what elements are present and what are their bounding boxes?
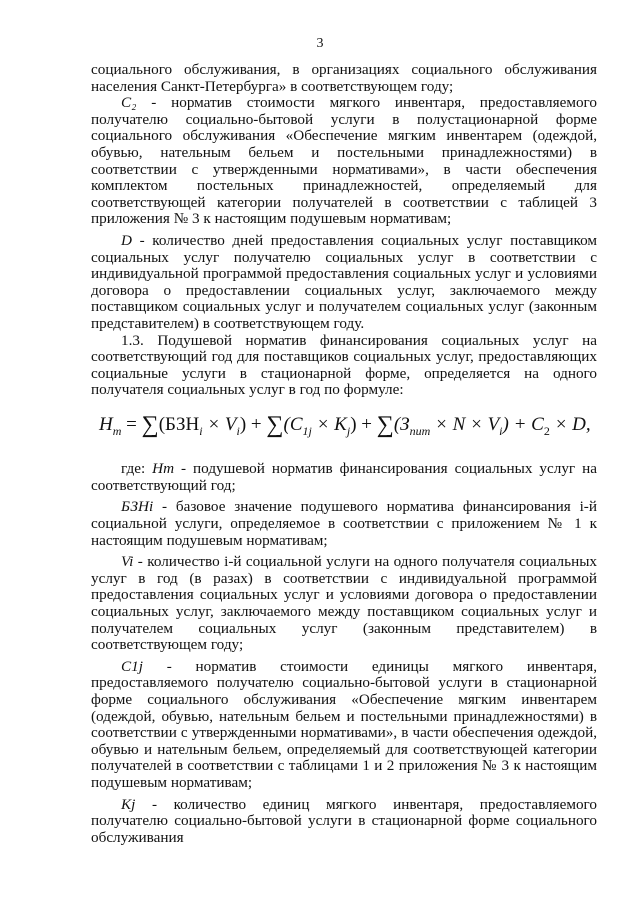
variable-symbol: C₂ bbox=[121, 94, 137, 112]
paragraph-definition-v bbox=[91, 554, 597, 654]
formula-sub: 1j bbox=[302, 423, 312, 438]
sum-symbol: ∑ bbox=[266, 411, 284, 438]
variable-symbol: Vi bbox=[121, 553, 134, 571]
page-number: 3 bbox=[316, 36, 324, 51]
paragraph-text: - базовое значение подушевого норматива финансирования i-й социальной услуги, определяемое в соответствии с приложением № 1 к настоящим подушевым нормативам; bbox=[91, 498, 597, 549]
variable-symbol: Kj bbox=[121, 795, 136, 813]
formula-sub: i bbox=[499, 423, 503, 438]
paragraph-definition-kj bbox=[91, 797, 597, 847]
formula-term: (З bbox=[393, 413, 410, 435]
paragraph-text: 1.3. Подушевой норматив финансирования социальных услуг на соответствующий год для поставщиков социальных услуг, предоставляющих социальные услуги в стационарной форме, определяется на одного получателя социальных услуг в год по формуле: bbox=[91, 331, 597, 399]
sum-symbol: ∑ bbox=[141, 411, 159, 438]
formula-term: × D, bbox=[549, 413, 591, 435]
paragraph-text: - количество i-й социальной услуги на одного получателя социальных услуг в год (в разах) в соответствии с индивидуальной программой предоставления социальных услуг и условиями договора о предоставлении социальных услуг, заключаемого между поставщиком социальных услуг и получателем социальных услуг (законным представителем) в соответствующем году; bbox=[91, 553, 597, 654]
variable-symbol: C1j bbox=[121, 657, 143, 675]
sum-symbol: ∑ bbox=[376, 411, 394, 438]
formula-term: × V bbox=[202, 413, 237, 435]
formula-op: = bbox=[121, 413, 142, 435]
formula-sub: 2 bbox=[543, 423, 550, 438]
formula-sub: m bbox=[112, 423, 122, 438]
paragraph bbox=[91, 62, 597, 95]
formula-sub: пит bbox=[409, 423, 431, 438]
formula-term: × K bbox=[311, 413, 347, 435]
paragraph-definition-c2 bbox=[91, 95, 597, 228]
paragraph-text: социального обслуживания, в организациях социального обслуживания населения Санкт-Петербурга» в соответствующем году; bbox=[91, 61, 597, 95]
variable-symbol: Hm bbox=[152, 460, 175, 478]
paragraph-definition-hm bbox=[91, 461, 597, 494]
formula-term: (C bbox=[283, 413, 303, 435]
paragraph-section-1-3 bbox=[91, 333, 597, 399]
formula-sub: j bbox=[346, 423, 351, 438]
variable-symbol: БЗНi bbox=[121, 498, 154, 516]
formula bbox=[91, 411, 597, 439]
paragraph-text: - норматив стоимости мягкого инвентаря, предоставляемого получателю социально-бытовой услуги в полустационарной форме социального обслуживания «Обеспечение мягким инвентарем (одеждой, обувью, нательным бельем и постельными принадлежностями) в соответствии с утвержденными нормативами», в части обеспечения комплектом постельных принадлежностей, определяемый для соответствующей категории получателей в соответствии с таблицей 3 приложения № 3 к настоящим подушевым нормативам; bbox=[91, 94, 597, 228]
formula-term: ) + bbox=[239, 413, 267, 435]
paragraph-text: - количество дней предоставления социальных услуг поставщиком социальных услуг получателю социальных услуг в соответствии с индивидуальной программой предоставления социальных услуг и условиями договора о предоставлении социальных услуг, заключаемого между поставщиком социальных услуг и получателем социальных услуг (законным представителем) в соответствующем году. bbox=[91, 231, 597, 332]
formula-lhs: H bbox=[99, 413, 113, 435]
formula-term: ) + C bbox=[502, 413, 544, 435]
formula-sub: i bbox=[199, 423, 203, 438]
paragraph-prefix: где: bbox=[121, 460, 153, 478]
paragraph-definition-d bbox=[91, 233, 597, 333]
paragraph-text: - количество единиц мягкого инвентаря, предоставляемого получателю социально-бытовой услуги в стационарной форме социального обслуживания bbox=[91, 795, 597, 846]
paragraph-definition-c1j bbox=[91, 659, 597, 792]
paragraph-text: - подушевой норматив финансирования социальных услуг на соответствующий год; bbox=[91, 460, 597, 494]
document-body bbox=[91, 62, 597, 846]
formula-term: × N × V bbox=[430, 413, 500, 435]
formula-term: ) + bbox=[350, 413, 377, 435]
paragraph-definition-bzn bbox=[91, 499, 597, 549]
variable-symbol: D bbox=[121, 231, 132, 249]
formula-sub: i bbox=[236, 423, 240, 438]
formula-term: (БЗН bbox=[158, 413, 200, 435]
paragraph-text: - норматив стоимости единицы мягкого инвентаря, предоставляемого получателю социально-бытовой услуги в стационарной форме социального обслуживания «Обеспечение мягким инвентарем (одеждой, обувью, нательным бельем и постельными принадлежностями) в соответствии с утвержденными нормативами», в части обеспечения одеждой, обувью и нательным бельем, определяемый для соответствующей категории получателей в соответствии с таблицами 1 и 2 приложения № 3 к настоящим подушевым нормативам; bbox=[91, 657, 597, 791]
